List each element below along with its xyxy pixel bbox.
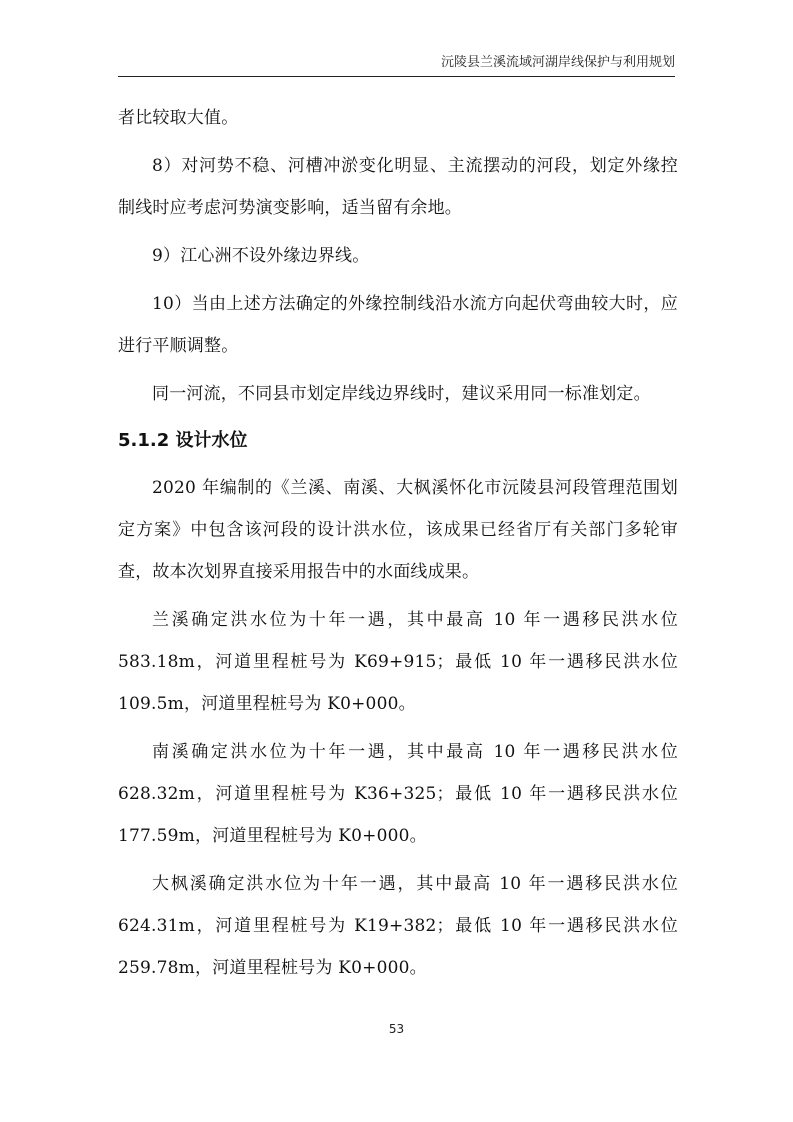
paragraph-nanxi: 南溪确定洪水位为十年一遇，其中最高 10 年一遇移民洪水位 628.32m，河道里程桩号为 K36+325；最低 10 年一遇移民洪水位 177.59m，河道里程桩号为 K0+000。 bbox=[118, 742, 678, 846]
paragraph-lanxi: 兰溪确定洪水位为十年一遇，其中最高 10 年一遇移民洪水位 583.18m，河道里程桩号为 K69+915；最低 10 年一遇移民洪水位 109.5m，河道里程桩号为 K0+000。 bbox=[118, 610, 678, 714]
document-body bbox=[118, 97, 678, 989]
paragraph-item-9: 9）江心洲不设外缘边界线。 bbox=[152, 246, 370, 266]
header-title: 沅陵县兰溪流域河湖岸线保护与利用规划 bbox=[440, 55, 675, 70]
paragraph-standard-note: 同一河流，不同县市划定岸线边界线时，建议采用同一标准划定。 bbox=[152, 384, 651, 404]
paragraph-dafengxi: 大枫溪确定洪水位为十年一遇，其中最高 10 年一遇移民洪水位 624.31m，河道里程桩号为 K19+382；最低 10 年一遇移民洪水位 259.78m，河道里程桩号为 K0+000。 bbox=[118, 874, 678, 978]
paragraph-design-water-level: 2020 年编制的《兰溪、南溪、大枫溪怀化市沅陵县河段管理范围划定方案》中包含该河段的设计洪水位，该成果已经省厅有关部门多轮审查，故本次划界直接采用报告中的水面线成果。 bbox=[118, 478, 678, 582]
paragraph-item-8: 8）对河势不稳、河槽冲淤变化明显、主流摆动的河段，划定外缘控制线时应考虑河势演变影响，适当留有余地。 bbox=[118, 156, 678, 218]
page-number: 53 bbox=[388, 1022, 405, 1036]
paragraph-continuation: 者比较取大值。 bbox=[118, 108, 239, 128]
paragraph-item-10: 10）当由上述方法确定的外缘控制线沿水流方向起伏弯曲较大时，应进行平顺调整。 bbox=[118, 294, 678, 356]
section-heading: 5.1.2 设计水位 bbox=[118, 430, 248, 451]
page-header bbox=[118, 54, 675, 77]
